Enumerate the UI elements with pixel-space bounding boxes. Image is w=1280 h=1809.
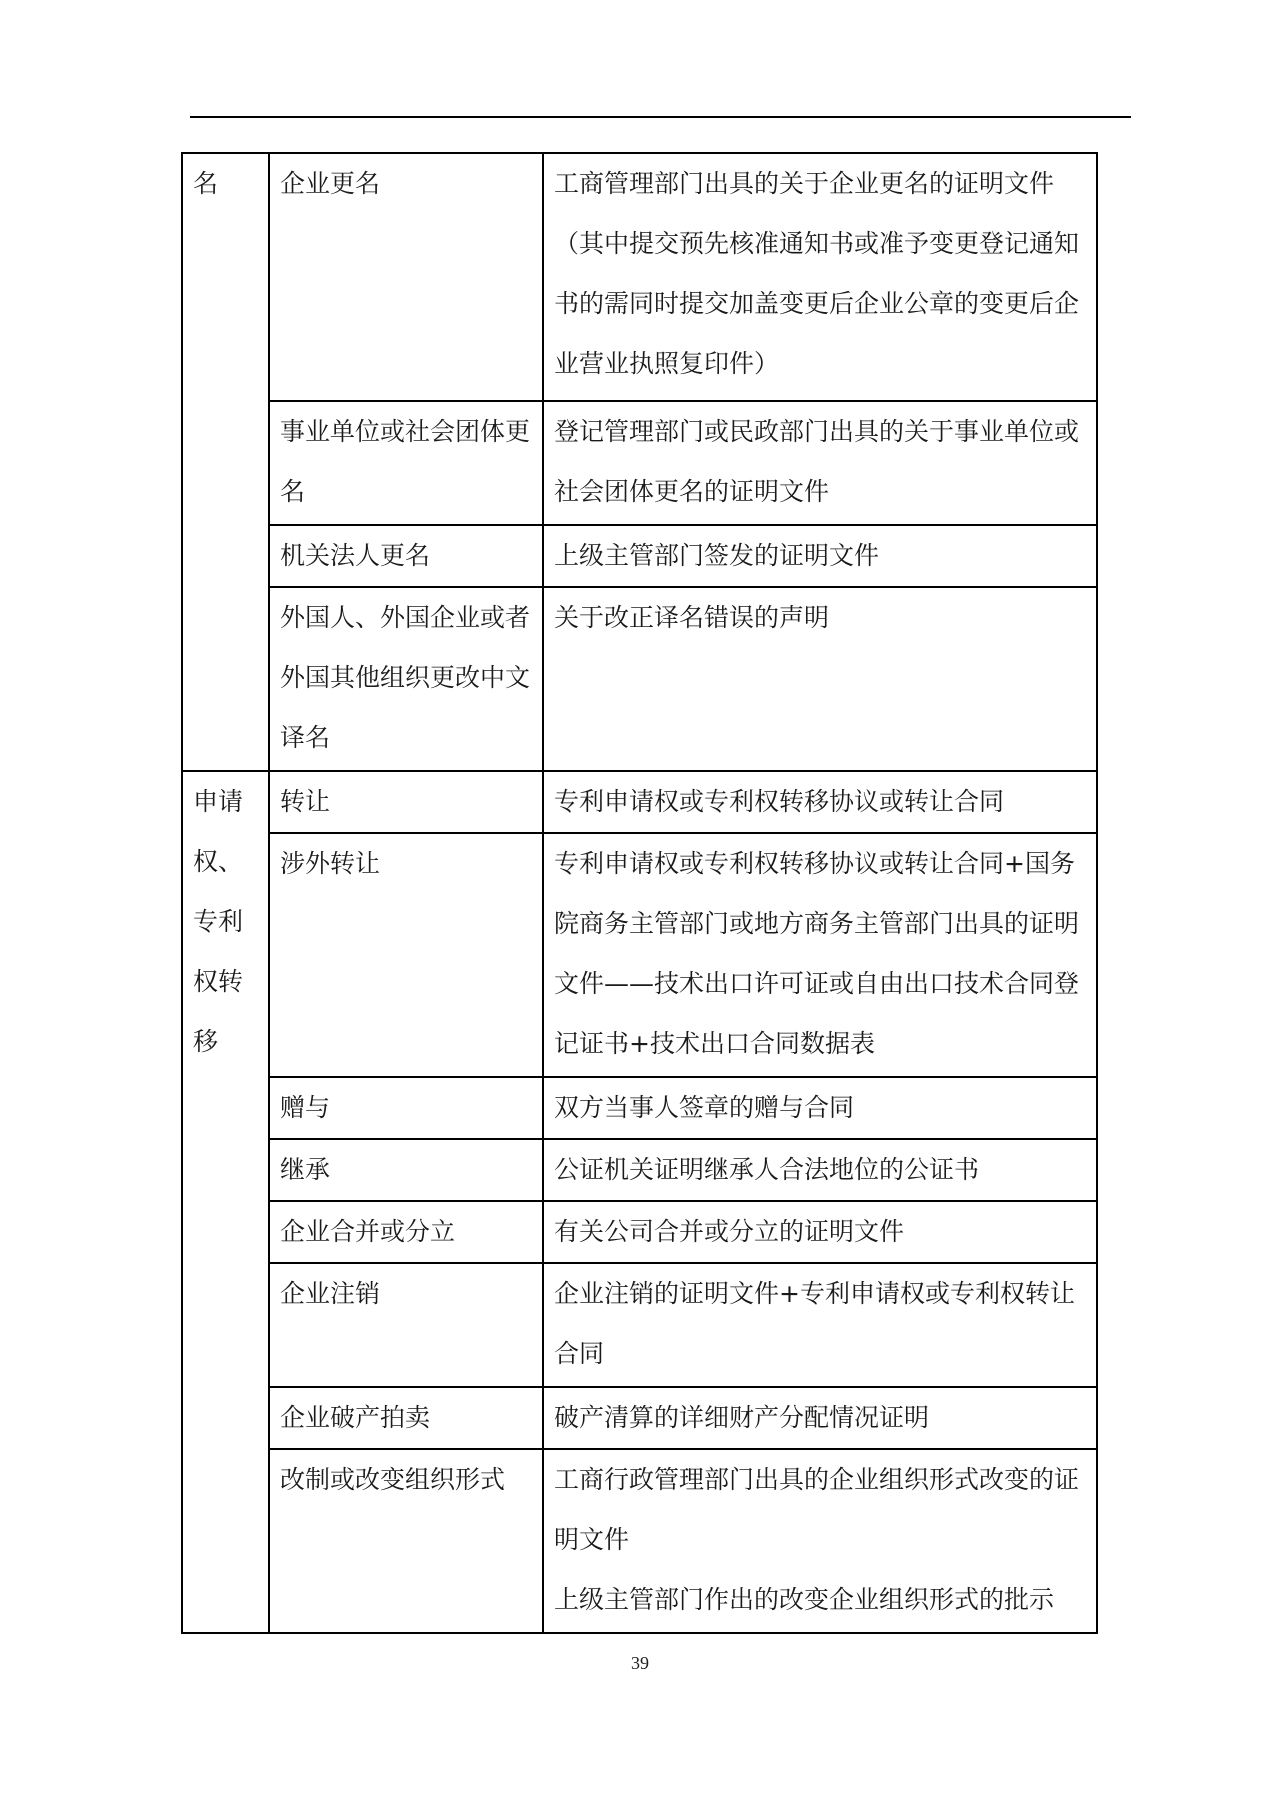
item-cell: 转让 <box>269 771 543 833</box>
table-row <box>182 153 1097 401</box>
document-cell: 专利申请权或专利权转移协议或转让合同+国务院商务主管部门或地方商务主管部门出具的证明文件——技术出口许可证或自由出口技术合同登记证书+技术出口合同数据表 <box>543 833 1097 1077</box>
document-cell: 公证机关证明继承人合法地位的公证书 <box>543 1139 1097 1201</box>
item-cell: 企业更名 <box>269 153 543 401</box>
item-cell: 企业破产拍卖 <box>269 1387 543 1449</box>
item-cell: 继承 <box>269 1139 543 1201</box>
item-cell: 机关法人更名 <box>269 525 543 587</box>
table-row <box>182 771 1097 833</box>
table-row <box>182 1387 1097 1449</box>
table-row <box>182 1263 1097 1387</box>
document-cell: 企业注销的证明文件+专利申请权或专利权转让合同 <box>543 1263 1097 1387</box>
table-row <box>182 1077 1097 1139</box>
page-number: 39 <box>631 1653 649 1673</box>
category-cell: 名 <box>182 153 269 771</box>
document-cell: 双方当事人签章的赠与合同 <box>543 1077 1097 1139</box>
document-cell: 登记管理部门或民政部门出具的关于事业单位或社会团体更名的证明文件 <box>543 401 1097 525</box>
item-cell: 事业单位或社会团体更名 <box>269 401 543 525</box>
table-row <box>182 833 1097 1077</box>
document-cell: 上级主管部门签发的证明文件 <box>543 525 1097 587</box>
document-cell: 破产清算的详细财产分配情况证明 <box>543 1387 1097 1449</box>
table-row <box>182 1201 1097 1263</box>
document-cell: 专利申请权或专利权转移协议或转让合同 <box>543 771 1097 833</box>
document-cell: 工商管理部门出具的关于企业更名的证明文件（其中提交预先核准通知书或准予变更登记通知书的需同时提交加盖变更后企业公章的变更后企业营业执照复印件） <box>543 153 1097 401</box>
table-row <box>182 1449 1097 1633</box>
document-cell: 有关公司合并或分立的证明文件 <box>543 1201 1097 1263</box>
item-cell: 企业合并或分立 <box>269 1201 543 1263</box>
item-cell: 企业注销 <box>269 1263 543 1387</box>
item-cell: 赠与 <box>269 1077 543 1139</box>
item-cell: 涉外转让 <box>269 833 543 1077</box>
document-cell: 工商行政管理部门出具的企业组织形式改变的证明文件 上级主管部门作出的改变企业组织形式的批示 <box>543 1449 1097 1633</box>
header-rule <box>190 116 1131 118</box>
table-row <box>182 525 1097 587</box>
table-row <box>182 587 1097 771</box>
table-row <box>182 401 1097 525</box>
document-cell: 关于改正译名错误的声明 <box>543 587 1097 771</box>
table-row <box>182 1139 1097 1201</box>
item-cell: 外国人、外国企业或者外国其他组织更改中文译名 <box>269 587 543 771</box>
category-cell: 申请权、专利权转移 <box>182 771 269 1633</box>
document-table <box>181 152 1098 1634</box>
item-cell: 改制或改变组织形式 <box>269 1449 543 1633</box>
